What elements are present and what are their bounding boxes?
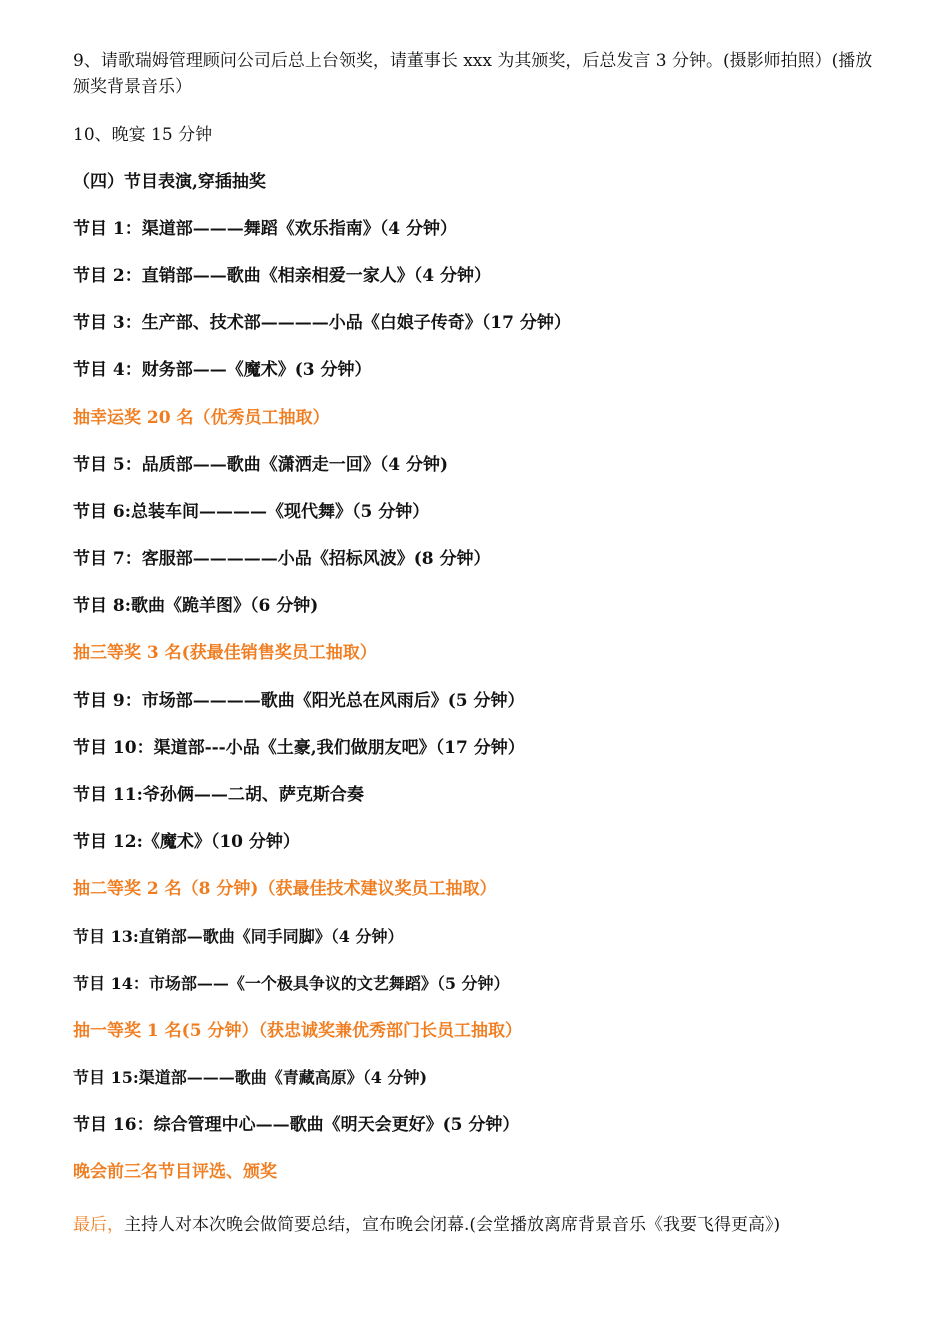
program-2: 节目 2：直销部——歌曲《相亲相爱一家人》（4 分钟） bbox=[73, 266, 491, 286]
third-prize-draw-heading: 抽三等奖 3 名(获最佳销售奖员工抽取） bbox=[73, 643, 377, 663]
program-9: 节目 9：市场部————歌曲《阳光总在风雨后》(5 分钟） bbox=[73, 691, 525, 711]
lucky-draw-heading: 抽幸运奖 20 名（优秀员工抽取） bbox=[73, 408, 330, 428]
program-3: 节目 3：生产部、技术部————小品《白娘子传奇》（17 分钟） bbox=[73, 313, 571, 333]
program-1: 节目 1：渠道部———舞蹈《欢乐指南》（4 分钟） bbox=[73, 219, 457, 239]
program-5: 节目 5：品质部——歌曲《潇洒走一回》（4 分钟) bbox=[73, 455, 449, 475]
item-10-banquet: 10、晚宴 15 分钟 bbox=[73, 125, 213, 145]
program-13: 节目 13:直销部—歌曲《同手同脚》（4 分钟） bbox=[73, 927, 404, 946]
program-7: 节目 7：客服部—————小品《招标风波》(8 分钟） bbox=[73, 549, 491, 569]
program-10: 节目 10：渠道部---小品《土豪,我们做朋友吧》（17 分钟） bbox=[73, 738, 525, 758]
closing-paragraph bbox=[73, 1212, 853, 1238]
closing-lead: 最后， bbox=[73, 1215, 124, 1235]
program-14: 节目 14：市场部——《一个极具争议的文艺舞蹈》（5 分钟） bbox=[73, 974, 510, 993]
closing-text: 主持人对本次晚会做简要总结，宣布晚会闭幕.(会堂播放离席背景音乐《我要飞得更高》) bbox=[124, 1215, 781, 1235]
second-prize-draw-heading: 抽二等奖 2 名（8 分钟)（获最佳技术建议奖员工抽取） bbox=[73, 879, 497, 899]
section-4-heading: （四）节目表演,穿插抽奖 bbox=[73, 172, 266, 192]
top-three-award-heading: 晚会前三名节目评选、颁奖 bbox=[73, 1162, 277, 1182]
program-6: 节目 6:总装车间————《现代舞》（5 分钟） bbox=[73, 502, 430, 522]
program-12: 节目 12:《魔术》（10 分钟） bbox=[73, 832, 300, 852]
item-9-award-paragraph: 9、请歌瑞姆管理顾问公司后总上台领奖，请董事长 xxx 为其颁奖，后总发言 3 分钟。(摄影师拍照）(播放颁奖背景音乐） bbox=[73, 51, 873, 97]
program-16: 节目 16：综合管理中心——歌曲《明天会更好》(5 分钟） bbox=[73, 1115, 520, 1135]
first-prize-draw-heading: 抽一等奖 1 名(5 分钟）（获忠诚奖兼优秀部门长员工抽取） bbox=[73, 1021, 522, 1041]
program-15: 节目 15:渠道部———歌曲《青藏高原》（4 分钟) bbox=[73, 1068, 428, 1087]
program-11: 节目 11:爷孙俩——二胡、萨克斯合奏 bbox=[73, 785, 364, 805]
program-8: 节目 8:歌曲《跪羊图》（6 分钟) bbox=[73, 596, 319, 616]
program-4: 节目 4：财务部——《魔术》(3 分钟） bbox=[73, 360, 372, 380]
